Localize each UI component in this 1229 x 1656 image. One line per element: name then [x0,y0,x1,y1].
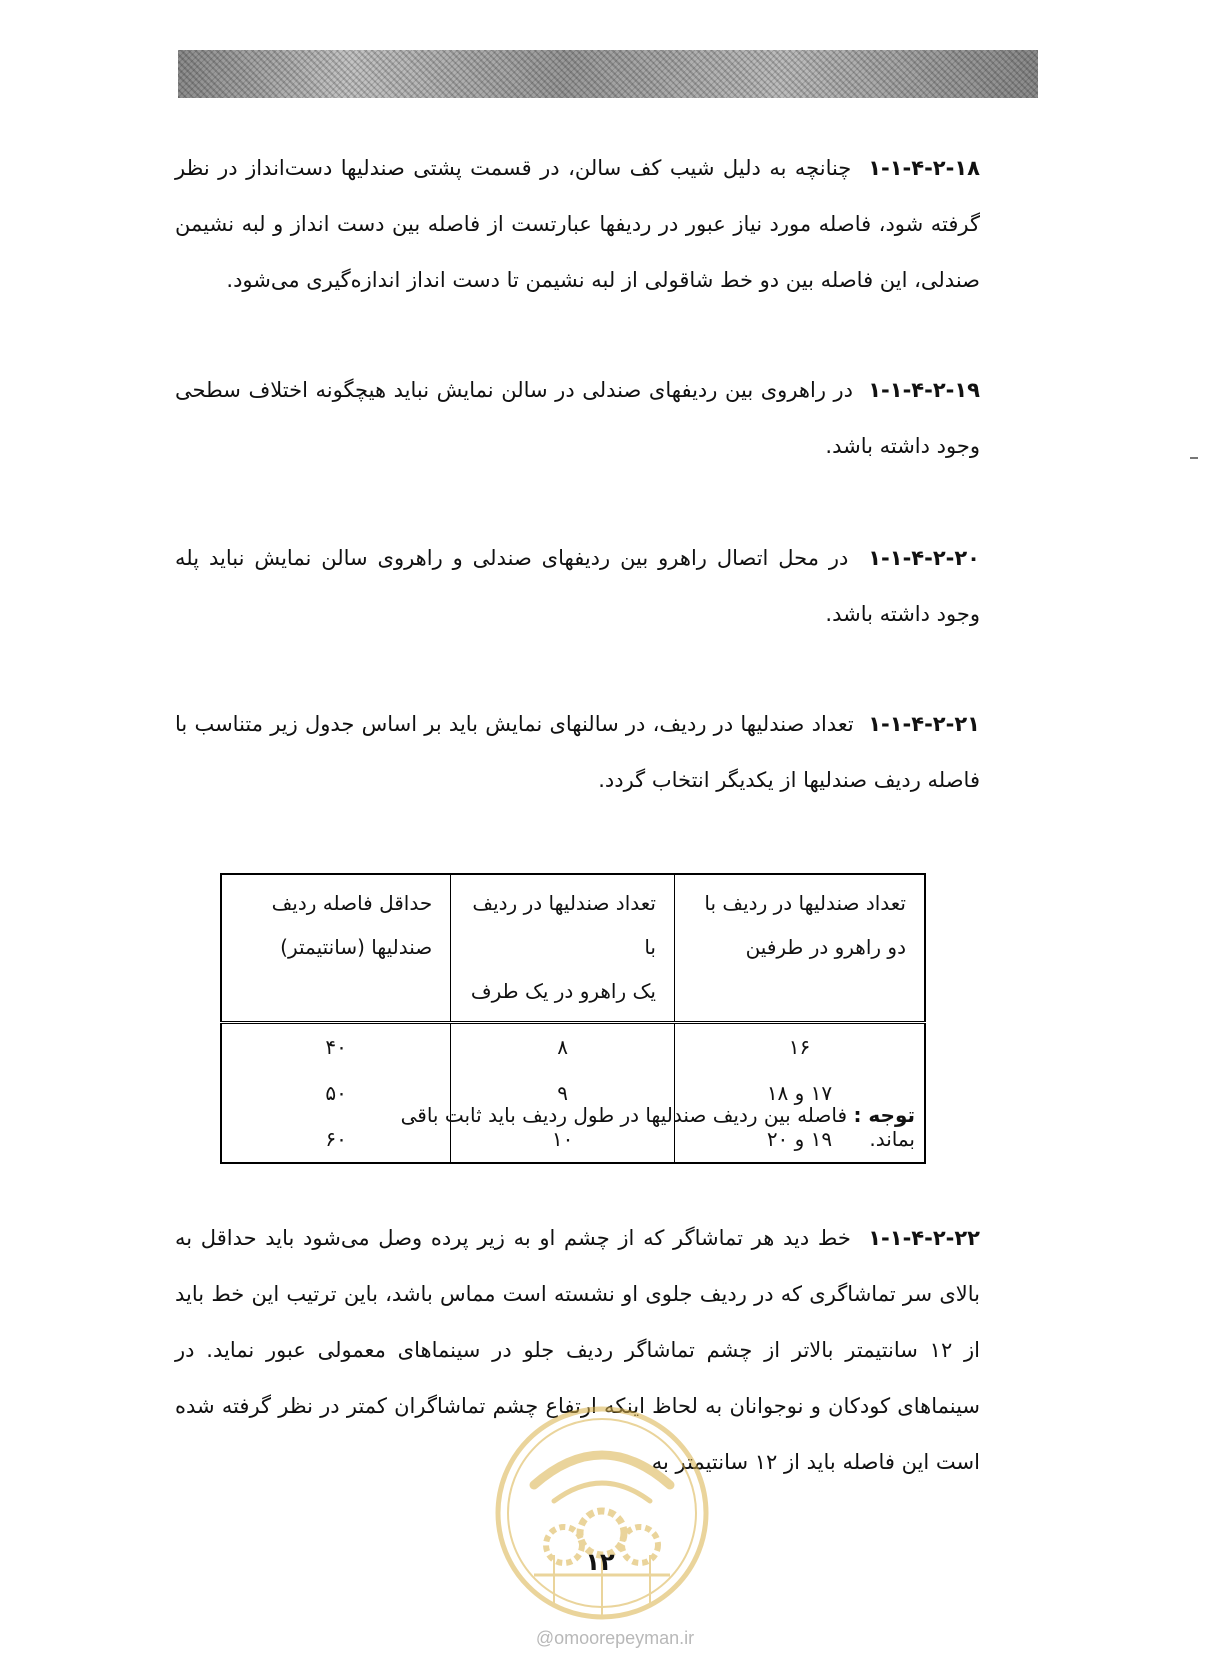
header-line: تعداد صندلیها در ردیف با [704,891,906,915]
paragraph-text: تعداد صندلیها در ردیف، در سالنهای نمایش باید بر اساس جدول زیر متناسب با فاصله ردیف صندلیها از یکدیگر انتخاب گردد. [175,712,980,792]
paragraph-text: در محل اتصال راهرو بین ردیفهای صندلی و راهروی سالن نمایش نباید پله وجود داشته باشد. [175,546,980,626]
page-number: ۱۲ [585,1548,615,1576]
paragraph-text: خط دید هر تماشاگر که از چشم او به زیر پرده وصل می‌شود باید حداقل به بالای سر تماشاگری که در ردیف جلوی او نشسته است مماس باشد، باین ترتیب این خط باید از ۱۲ سانتیمتر بالاتر از چشم تماشاگر ردیف جلو در سینماهای معمولی عبور نماید. در سینماهای کودکان و نوجوانان به لحاظ اینکه ارتفاع چشم تماشاگران کمتر در نظر گرفته شده است این فاصله باید از ۱۲ سانتیمتر به [175,1226,980,1474]
table-cell: ۶۰ [325,1127,347,1151]
table-cell: ۱۶ [674,1023,925,1071]
table-cell: ۱۷ و ۱۸ [674,1070,925,1116]
paragraph-18 [175,140,980,308]
header-band [178,50,1038,98]
paragraph-20 [175,530,980,642]
table-cell: ۱۹ و ۲۰ [674,1116,925,1163]
paragraph-number: ۱-۱-۴-۲-۲۱ [868,712,980,736]
header-line: تعداد صندلیها در ردیف با [472,891,656,959]
header-line: دو راهرو در طرفین [745,935,906,959]
header-line: صندلیها (سانتیمتر) [280,935,433,959]
table-header-row [221,874,925,1023]
table-cell: ۱۰ [451,1116,675,1163]
table-cell: ۵۰ [325,1081,347,1105]
paragraph-number: ۱-۱-۴-۲-۱۹ [868,378,980,402]
paragraph-text: چنانچه به دلیل شیب کف سالن، در قسمت پشتی صندلیها دست‌انداز در نظر گرفته شود، فاصله مورد نیاز عبور در ردیفها عبارتست از فاصله بین دست انداز و لبه نشیمن صندلی، این فاصله بین دو خط شاقولی از لبه نشیمن تا دست انداز اندازه‌گیری می‌شود. [175,156,980,292]
watermark: @omoorepeyman.ir [535,1628,695,1648]
margin-mark [1190,457,1198,459]
note-text: فاصله بین ردیف صندلیها در طول ردیف باید ثابت باقی بماند. [400,1103,915,1151]
paragraph-text: در راهروی بین ردیفهای صندلی در سالن نمایش نباید هیچگونه اختلاف سطحی وجود داشته باشد. [175,378,980,458]
table-header-one-aisle [451,874,675,1023]
paragraph-number: ۱-۱-۴-۲-۲۲ [868,1226,980,1250]
header-line: یک راهرو در یک طرف [470,979,656,1003]
table-cell: ۹ [451,1070,675,1116]
table-cell: ۴۰ [325,1035,347,1059]
header-line: حداقل فاصله ردیف [271,891,433,915]
table-row [221,1023,925,1071]
paragraph-19 [175,362,980,474]
note-label: توجه : [853,1103,915,1127]
seal-logo-icon [494,1405,710,1621]
table-note [385,1103,915,1151]
table-header-min-distance [221,874,451,1023]
paragraph-21 [175,696,980,808]
table-cell: ۸ [451,1023,675,1071]
paragraph-number: ۱-۱-۴-۲-۱۸ [868,156,980,180]
table-header-two-aisles [674,874,925,1023]
paragraph-number: ۱-۱-۴-۲-۲۰ [868,546,980,570]
